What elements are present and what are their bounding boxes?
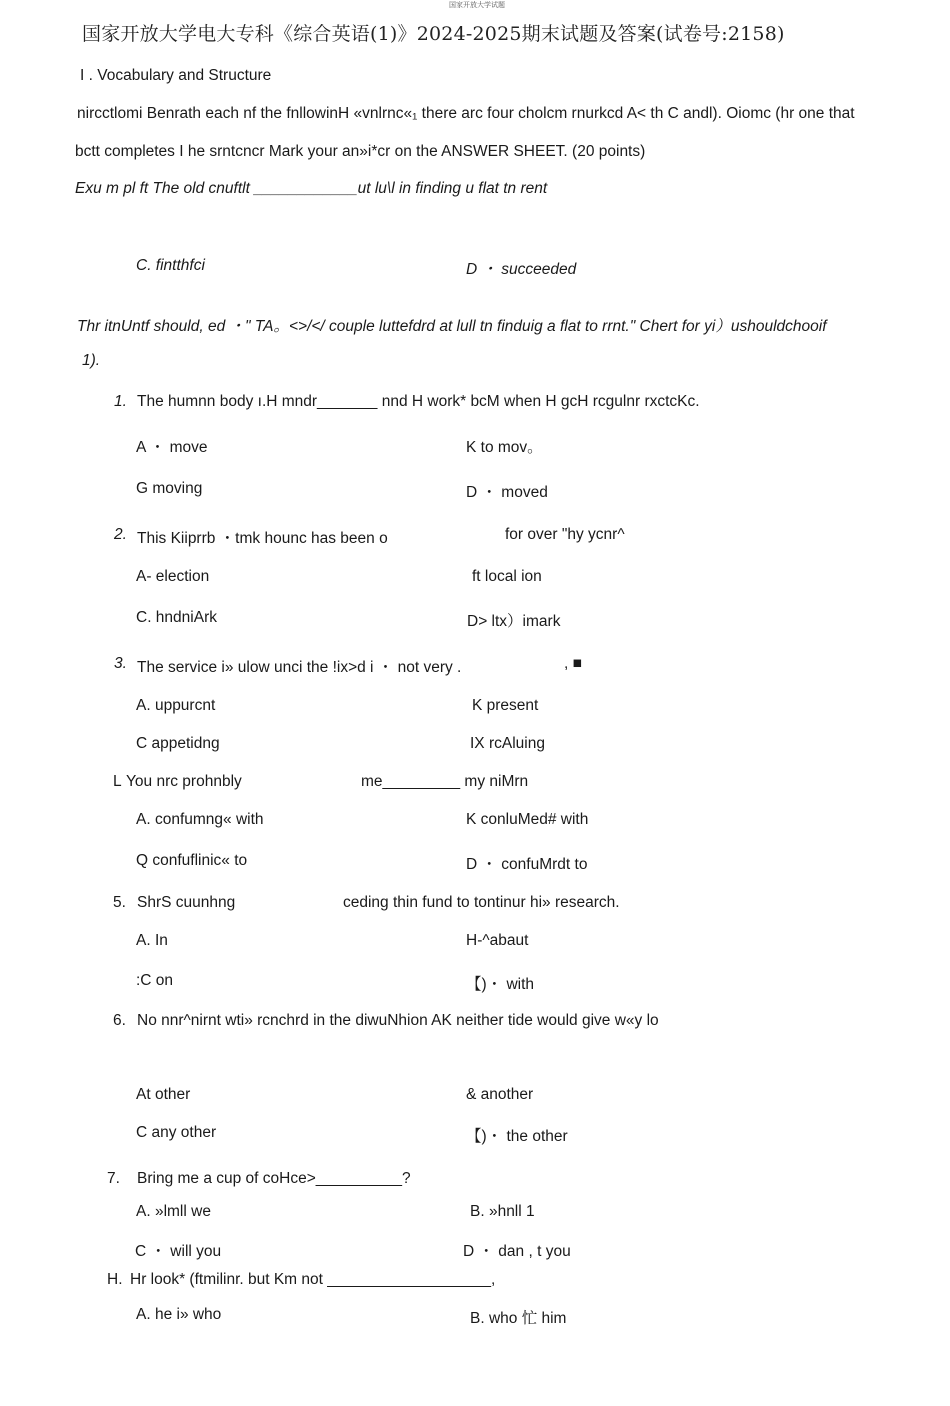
option-d: D ・ moved <box>466 484 548 501</box>
option-a: A. confumng« with <box>136 811 264 828</box>
question-stem: Hr look* (ftmilinr. but Km not ___________________, <box>130 1271 496 1288</box>
question-stem: No nnr^nirnt wti» rcnchrd in the diwuNhion AK neither tide would give w«y lo <box>137 1012 659 1029</box>
option-b: B. »hnll 1 <box>470 1203 535 1220</box>
option-c: G moving <box>136 480 203 497</box>
question-number: 2. <box>114 526 127 543</box>
option-c: C ・ will you <box>135 1243 222 1260</box>
question-number: 6. <box>113 1012 126 1029</box>
question-stem: The humnn body ı.H mndr_______ nnd H work* bcM when H gcH rcgulnr rxctcKc. <box>137 393 700 410</box>
question-stem-end: , ■ <box>564 655 582 672</box>
option-b: B. who 忙 him <box>470 1310 567 1327</box>
option-a: A. »lmll we <box>136 1203 211 1220</box>
question-number: 3. <box>114 655 127 672</box>
question-stem: You nrc prohnbly <box>126 773 242 790</box>
option-c: C. hndniArk <box>136 609 217 626</box>
option-a: A. he i» who <box>136 1306 222 1323</box>
question-stem: Bring me a cup of coHce>__________? <box>137 1170 411 1187</box>
option-b: K present <box>472 697 539 714</box>
example-option-d: D ・ succeeded <box>466 261 577 278</box>
instructions-line-2: bctt completes I he srntcncr Mark your an»i*cr on the ANSWER SHEET. (20 points) <box>75 143 646 160</box>
option-b: H-^abaut <box>466 932 529 949</box>
option-d: 【)・ with <box>466 976 535 993</box>
running-header: 国家开放大学试题 <box>449 1 505 9</box>
option-c: C appetidng <box>136 735 220 752</box>
option-b: & another <box>466 1086 534 1103</box>
option-b: ft local ion <box>472 568 542 585</box>
example-explanation-2: 1). <box>82 352 101 369</box>
question-number: 7. <box>107 1170 120 1187</box>
option-d: D ・ confuMrdt to <box>466 856 588 873</box>
instructions-line-1: nircctlomi Benrath each nf the fnllowinH «vnlrnc«₁ there arc four cholcm rnurkcd A< th C andl). Oiomc (hr one that <box>77 105 855 122</box>
example-option-c: C. fintthfci <box>136 257 205 274</box>
option-c: C any other <box>136 1124 217 1141</box>
option-c: :C on <box>136 972 174 989</box>
document-title: 国家开放大学电大专科《综合英语(1)》2024-2025期末试题及答案(试卷号:2158) <box>82 23 785 45</box>
question-number: 5. <box>113 894 126 911</box>
question-stem: The service i» ulow unci the !ix>d i ・ not very . <box>137 659 462 676</box>
example-explanation-1: Thr itnUntf should, ed ・" TA。<>/</ couple luttefdrd at lull tn finduig a flat to rrnt." Chert for yi）ushouldchooif <box>77 318 827 335</box>
option-a: A ・ move <box>136 439 208 456</box>
question-number: L <box>113 773 122 790</box>
option-c: Q confuflinic« to <box>136 852 248 869</box>
question-stem-end: me_________ my niMrn <box>361 773 529 790</box>
option-d: D ・ dan , t you <box>463 1243 571 1260</box>
question-stem: This Kiiprrb ・tmk hounc has been o <box>137 530 388 547</box>
option-b: K conluMed# with <box>466 811 589 828</box>
option-d: 【)・ the other <box>466 1128 568 1145</box>
option-d: IX rcAluing <box>470 735 545 752</box>
option-a: A- election <box>136 568 210 585</box>
example-sentence: Exu m pl ft The old cnuftlt ____________ut lu\l in finding u flat tn rent <box>75 180 548 197</box>
option-a: A. In <box>136 932 168 949</box>
option-d: D> ltx）imark <box>467 613 561 630</box>
question-stem-end: ceding thin fund to tontinur hi» research. <box>343 894 620 911</box>
option-a: At other <box>136 1086 191 1103</box>
option-b: K to mov。 <box>466 439 543 456</box>
question-number: H. <box>107 1271 123 1288</box>
option-a: A. uppurcnt <box>136 697 216 714</box>
question-stem-end: for over "hy ycnr^ <box>505 526 625 543</box>
section-heading: I . Vocabulary and Structure <box>80 67 272 84</box>
question-stem: ShrS cuunhng <box>137 894 236 911</box>
question-number: 1. <box>114 393 127 410</box>
